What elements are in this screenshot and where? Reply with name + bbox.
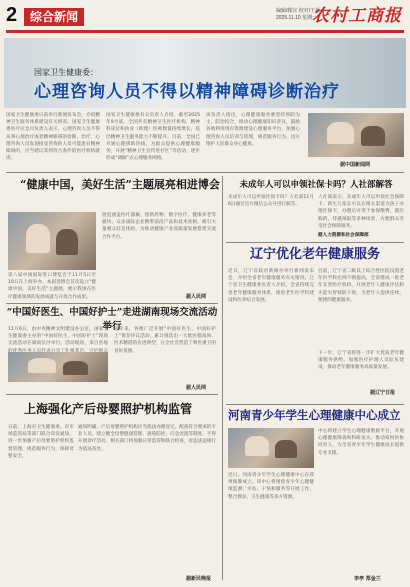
article-paragraph: 11月6日，由中央精神文明建设办公室、国家卫生健康委主办的“中国好医生、中国好护士”现场交流活动在湖南长沙举行。活动现场，来自各地 (8, 327, 108, 347)
column-divider (222, 176, 223, 580)
article-headline: 未成年人可以申领社保卡吗？人社部解答 (239, 180, 393, 190)
lead-kicker: 国家卫生健康委： (34, 68, 98, 77)
article-headline: 河南青少年学生心理健康中心成立 (228, 410, 401, 422)
article-paragraph: 中心将建立学生心理健康数据平台，开展心理健康筛查和科研攻关，推动家校医协同育人，为全省青少年学生健康成长提供专业支撑。 (318, 429, 404, 456)
section-divider (6, 172, 404, 173)
article-paragraph: 第八届中国国际进口博览会于11月5日至10日在上海举办。本届进博会首次设立“健康中国，美好生活”主题展，展示我国在医疗健康领域的发展成就与开放合作成果。 (8, 273, 96, 300)
lead-paragraph: 国家卫生健康委有关负责人介绍，截至2025年9月底，全国共有精神卫生医疗机构，精神科床位和执业（助理）医师数量持续增长，基层精神卫生服务能力不断提升。目前，全国已开通心理援助热线，为群众提供心理健康服务，开展“精神卫生宣传进社区”等活动，逐步形成“调解”式心理服务网络。 (106, 113, 200, 162)
lead-banner (4, 38, 406, 108)
article-paragraph: 近日，河南青少年学生心理健康中心在郑州揭牌成立。该中心将围绕青少年心理健康监测、评估、干预和服务等开展工作，整合教育、卫生健康等多方资源。 (228, 473, 314, 500)
article-photo (228, 428, 314, 468)
lead-byline: 据中国新闻网 (340, 162, 371, 168)
lead-headline: 心理咨询人员不得以精神障碍诊断治疗 (34, 82, 340, 101)
article-byline: 据人民网 (186, 294, 207, 300)
section-tag: 综合新闻 (24, 8, 84, 26)
edition-date: 2025.11.10 星期一 (276, 15, 318, 21)
article-photo (8, 352, 108, 382)
article-byline: 据辽宁日报 (370, 390, 396, 396)
article-paragraph: 人社部表示，未成年人可以申领社会保障卡。新生儿家长可以在相关渠道为孩子办理社保卡，办理后可用于参保缴费、就医购药、待遇领取等多种场景，方便群众享受社会保障服务。 (318, 195, 404, 229)
lead-paragraph: 国家卫生健康委日前举行新闻发布会，介绍精神卫生服务体系建设有关情况。国家卫生健康委医疗应急司负责人表示，心理咨询人员不得从事心理治疗或者精神障碍的诊断、治疗，心理咨询人员发现接受咨询的人员可能患有精神障碍的，应当建议其到符合条件的医疗机构就诊。 (6, 113, 100, 162)
masthead-rule (6, 30, 404, 33)
article-headline: 上海强化产后母婴照护机构监管 (24, 402, 193, 416)
section-divider (6, 303, 218, 304)
article-byline: 李亭 郑金兰 (354, 576, 381, 582)
section-divider (226, 242, 404, 243)
article-byline: 据新民晚报 (186, 576, 212, 582)
article-paragraph: 目前，辽宁省二级以上综合性医院设置老年医学科比例不断提高，全省建成一批老年友善医疗机构，开展老年人健康评估和失能失智预防干预，为老年人提供连续、便捷的健康服务。 (318, 269, 404, 303)
article-photo (8, 212, 96, 270)
article-headline: “健康中国，美好生活”主题展亮相进博会 (20, 178, 220, 191)
brand-logo: 农村工商报 (312, 6, 402, 25)
article-paragraph: 通知明确，产后母婴照护机构应当依法办理登记，配备符合要求的专业人员，建立健全母婴健康管理、感染防控、应急处置等制度，不得开展诊疗活动。相关部门将加强日常监管和联合检查，对违法违规行为依法查处。 (78, 425, 216, 452)
page-number: 2 (6, 4, 18, 26)
lead-paragraph: 该负责人指出，心理健康服务要坚持预防为主、防治结合，推动心理健康知识普及，鼓励各地利用现有资源建设心理服务平台，加强心理咨询人员培训与管理，规范服务行为，切实维护人民群众身心健康。 (206, 113, 300, 147)
article-paragraph: 近年来，各地广泛开展“中国好医生、中国好护士”推荐评议活动，累计推选出一大批医德高尚、医术精湛的先进典型，在全社会营造了尊医重卫的良好氛围。 (114, 327, 216, 354)
article-paragraph: 近日，辽宁省政府新闻办举行新闻发布会，介绍全省老年健康服务有关情况。辽宁省卫生健康委负责人介绍，全省持续完善老年健康服务体系，推进老年医学科建设和医养结合发展。 (228, 269, 314, 303)
section-divider (6, 394, 218, 395)
article-headline: “中国好医生、中国好护士”走进湖南现场交流活动举行 (6, 307, 218, 332)
edition-editors: 编辑/滕宣 校对/王晨 (276, 8, 321, 14)
article-byline: 据人力资源和社会保障部 (318, 233, 369, 238)
article-byline: 据人民网 (186, 385, 207, 391)
article-paragraph: 未成年人可以申领社保卡吗？人社部11月6日通过官方微信公众号进行解答。 (228, 195, 314, 208)
article-paragraph: 展览涵盖医疗器械、创新药物、数字医疗、健康养老等板块，众多国际企业携带前沿产品和技术亮相，吸引大量观众驻足体验，为推动健康产业高质量发展搭建交流合作平台。 (102, 213, 216, 240)
article-paragraph: 下一步，辽宁省将进一步扩大优质老年健康服务供给，加强医疗护理人员队伍建设，推动老年健康服务高质量发展。 (318, 351, 404, 371)
article-paragraph: 日前，上海市卫生健康委、市市场监管局等部门联合印发通知，进一步加强产后母婴照护机构监督管理，规范服务行为，保障母婴安全。 (8, 425, 74, 459)
article-headline: 辽宁优化老年健康服务 (250, 246, 381, 261)
lead-photo (308, 113, 404, 157)
section-divider (226, 404, 404, 405)
